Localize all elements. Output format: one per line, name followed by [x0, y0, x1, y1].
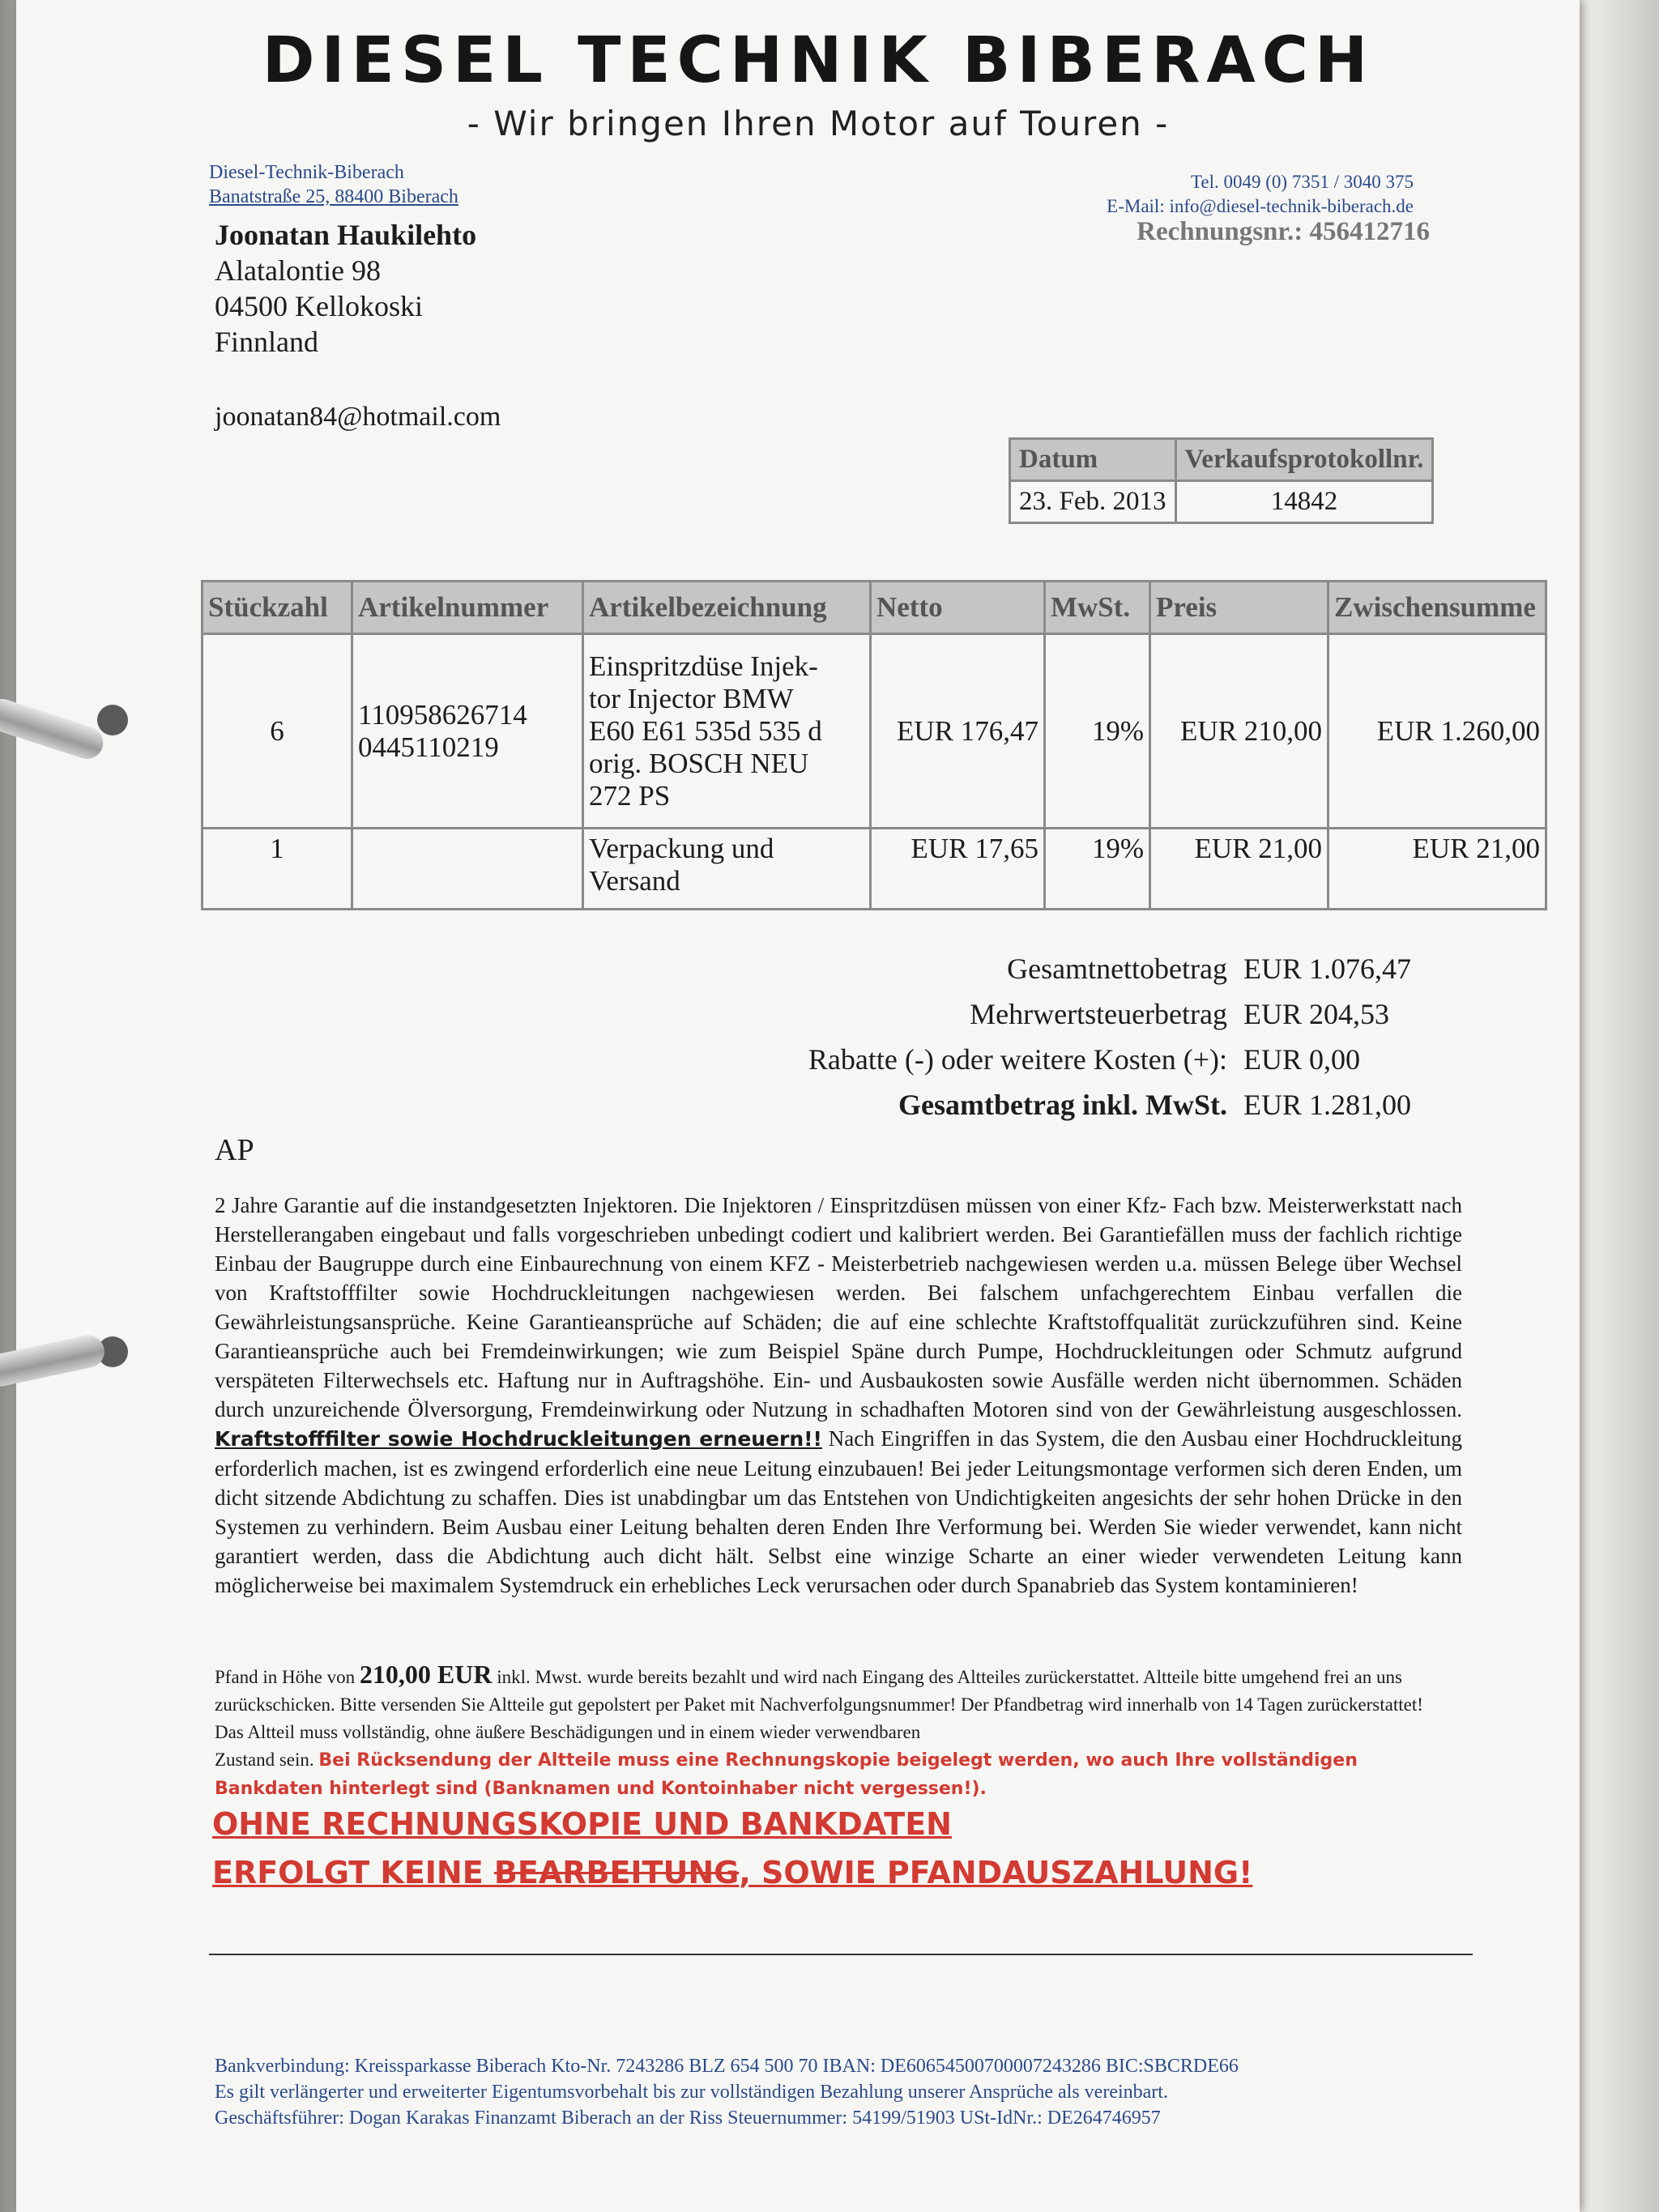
description-line: Einspritzdüse Injek- [589, 650, 818, 682]
deposit-paragraph [215, 1660, 1462, 1719]
invoice-meta-table [1009, 437, 1434, 524]
company-slogan: - Wir bringen Ihren Motor auf Touren - [467, 104, 1170, 143]
table-row [203, 634, 1546, 829]
sender-address [209, 160, 458, 209]
deposit-warning-line1: OHNE RECHNUNGSKOPIE UND BANKDATEN [212, 1806, 952, 1842]
recipient-email: joonatan84@hotmail.com [215, 402, 501, 432]
protocol-header: Verkaufsprotokollnr. [1175, 439, 1433, 481]
deposit-terms [215, 1660, 1462, 1803]
col-header: Artikelbezeichnung [583, 582, 871, 634]
warranty-terms [215, 1191, 1462, 1600]
qty-cell: 6 [203, 634, 352, 829]
vat-total-label: Mehrwertsteuerbetrag [970, 998, 1227, 1030]
sender-contact [1107, 170, 1414, 219]
grand-total-label: Gesamtbetrag inkl. MwSt. [898, 1089, 1227, 1121]
price-cell: EUR 21,00 [1150, 829, 1328, 910]
article-number: 110958626714 [358, 698, 527, 731]
col-header: Netto [871, 582, 1045, 634]
totals-block [808, 946, 1430, 1127]
description-line: tor Injector BMW [589, 682, 794, 714]
col-header: Artikelnummer [352, 582, 583, 634]
grand-total-row [808, 1082, 1430, 1127]
net-total-label: Gesamtnettobetrag [1007, 953, 1227, 985]
ap-mark: AP [215, 1133, 254, 1167]
vat-total-row [808, 991, 1430, 1037]
invoice-date: 23. Feb. 2013 [1010, 481, 1176, 523]
recipient-street: Alatalontie 98 [215, 254, 381, 287]
description-line: E60 E61 535d 535 d [589, 714, 822, 747]
net-cell: EUR 17,65 [871, 829, 1045, 910]
col-header: Stückzahl [203, 582, 352, 634]
sender-email: E-Mail: info@diesel-technik-biberach.de [1107, 196, 1414, 216]
net-total-row [808, 946, 1430, 991]
description-cell [583, 634, 871, 829]
price-cell: EUR 210,00 [1150, 634, 1328, 829]
discount-label: Rabatte (-) oder weitere Kosten (+): [808, 1043, 1227, 1076]
punch-hole [97, 705, 128, 735]
subtotal-cell: EUR 1.260,00 [1328, 634, 1546, 829]
net-cell: EUR 176,47 [871, 634, 1045, 829]
deposit-post: inkl. Mwst. wurde bereits bezahlt und wird nach Eingang des Altteiles zurückerstattet. Altteile bitte umgehend frei an uns zurückschicken. Bitte versenden Sie Altteile gut gepolstert per Paket mit Nachverfolgungsnummer! Der Pfandbetrag wird innerhalb von 14 Tagen zurückerstattet! [215, 1667, 1423, 1715]
bank-details: Bankverbindung: Kreissparkasse Biberach Kto-Nr. 7243286 BLZ 654 500 70 IBAN: DE60654500700007243286 BIC:SBCRDE66 [215, 2056, 1239, 2077]
vat-total-value: EUR 204,53 [1243, 998, 1389, 1030]
description-line: Versand [589, 865, 680, 897]
deposit-warning-line2 [212, 1855, 1476, 1890]
line-items-table [201, 580, 1547, 910]
discount-value: EUR 0,00 [1243, 1043, 1360, 1076]
description-cell [583, 829, 871, 910]
sender-street: Banatstraße 25, 88400 Biberach [209, 186, 458, 207]
retention-of-title: Es gilt verlängerter und erweiterter Eigentumsvorbehalt bis zur vollständigen Bezahlung unserer Ansprüche als vereinbart. [215, 2082, 1168, 2103]
sender-tel: Tel. 0049 (0) 7351 / 3040 375 [1190, 172, 1414, 192]
invoice-page [16, 0, 1580, 2212]
table-header-row [203, 582, 1546, 634]
description-line: orig. BOSCH NEU [589, 747, 809, 779]
article-number-cell [352, 634, 583, 829]
vat-cell: 19% [1045, 634, 1150, 829]
recipient-name: Joonatan Haukilehto [215, 219, 477, 251]
desk-background [1570, 0, 1659, 2212]
subtotal-cell: EUR 21,00 [1328, 829, 1546, 910]
description-line: 272 PS [589, 779, 671, 812]
recipient-country: Finnland [215, 326, 319, 358]
management-tax-info: Geschäftsführer: Dogan Karakas Finanzamt Biberach an der Riss Steuernummer: 54199/51903 USt-IdNr.: DE264746957 [215, 2108, 1161, 2129]
col-header: MwSt. [1045, 582, 1150, 634]
sender-name: Diesel-Technik-Biberach [209, 162, 404, 183]
description-line: Verpackung und [589, 833, 774, 864]
article-number: 0445110219 [358, 731, 499, 763]
terms-paragraph: 2 Jahre Garantie auf die instandgesetzten Injektoren. Die Injektoren / Einspritzdüsen müssen von einer Kfz- Fach bzw. Meisterwerkstatt nach Herstellerangaben eingebaut und falls vorgeschrieben unbedingt codiert und kalibriert werden. Bei Garantiefällen muss der fachlich richtige Einbau der Baugruppe durch eine Einbaurechnung von einem KFZ - Meisterbetrieb nachgewiesen werden u.a. müssen Belege über Wechsel von Kraftstofffilter sowie Hochdruckleitungen nachgewiesen werden. Bei falschem unfachgerechtem Einbau verfallen die Gewährleistungsansprüche. Keine Garantieansprüche auf Schäden; die auf eine schlechte Kraftstoffqualität zurückzuführen sind. Keine Garantieansprüche auch bei Fremdeinwirkungen; wie zum Beispiel Späne durch Pumpe, Hochdruckleitungen oder Schmutz aufgrund verspäteten Filterwechsels etc. Haftung nur in Auftragshöhe. Ein- und Ausbaukosten sowie Ausfälle werden nicht übernommen. Schäden durch unzureichende Ölversorgung, Fremdeinwirkung oder Nutzung in schadhaften Motoren sind von der Gewährleistung ausgeschlossen. [215, 1193, 1462, 1421]
deposit-condition: Das Altteil muss vollständig, ohne äußere Beschädigungen und in einem wieder verwendbaren [215, 1722, 921, 1742]
grand-total-value: EUR 1.281,00 [1243, 1089, 1411, 1121]
recipient-address [215, 217, 476, 360]
deposit-condition-end: Zustand sein. [215, 1750, 319, 1770]
invoice-footer [215, 2053, 1239, 2131]
deposit-warning-part: ERFOLGT KEINE [212, 1855, 494, 1890]
company-logo: DIESEL TECHNIK BIBERACH [262, 24, 1375, 97]
deposit-warning-part: , SOWIE PFANDAUSZAHLUNG! [739, 1855, 1253, 1890]
filter-warning: Kraftstofffilter sowie Hochdruckleitungen erneuern!! [215, 1427, 822, 1451]
deposit-warning-strike: BEARBEITUNG [493, 1855, 740, 1890]
deposit-return-note [215, 1746, 1462, 1803]
deposit-red-note: Bei Rücksendung der Altteile muss eine Rechnungskopie beigelegt werden, wo auch Ihre vollständigen Bankdaten hinterlegt sind (Banknamen und Kontoinhaber nicht vergessen!). [215, 1750, 1358, 1799]
discount-row [808, 1037, 1430, 1082]
deposit-amount: 210,00 EUR [359, 1660, 493, 1689]
protocol-number: 14842 [1175, 481, 1433, 523]
date-header: Datum [1010, 439, 1176, 481]
footer-divider [209, 1954, 1473, 1955]
vat-cell: 19% [1045, 829, 1150, 910]
terms-paragraph: Nach Eingriffen in das System, die den Ausbau einer Hochdruckleitung erforderlich machen, ist es zwingend erforderlich eine neue Leitung einzubauen! Bei jeder Leitungsmontage verformen sich deren Enden, um dicht sitzende Abdichtung zu schaffen. Dies ist unabdingbar um das Entstehen von Undichtigkeiten angesichts der sehr hohen Drücke in den Systemen zu verhindern. Beim Ausbau einer Leitung behalten deren Enden Ihre Verformung bei. Werden Sie wieder verwendet, kann nicht garantiert werden, dass die Abdichtung auch dicht hält. Selbst eine winzige Scharte an einer wieder verwendeten Leitung kann möglicherweise bei maximalem Systemdruck ein erhebliches Leck verursachen oder durch Spanabrieb das System kontaminieren! [215, 1426, 1462, 1597]
col-header: Preis [1150, 582, 1328, 634]
qty-cell: 1 [203, 829, 352, 910]
net-total-value: EUR 1.076,47 [1243, 953, 1411, 985]
recipient-city: 04500 Kellokoski [215, 290, 423, 322]
table-row [203, 829, 1546, 910]
article-number-cell [352, 829, 583, 910]
invoice-number: Rechnungsnr.: 456412716 [1137, 217, 1430, 246]
col-header: Zwischensumme [1328, 582, 1546, 634]
deposit-pre: Pfand in Höhe von [215, 1667, 360, 1687]
